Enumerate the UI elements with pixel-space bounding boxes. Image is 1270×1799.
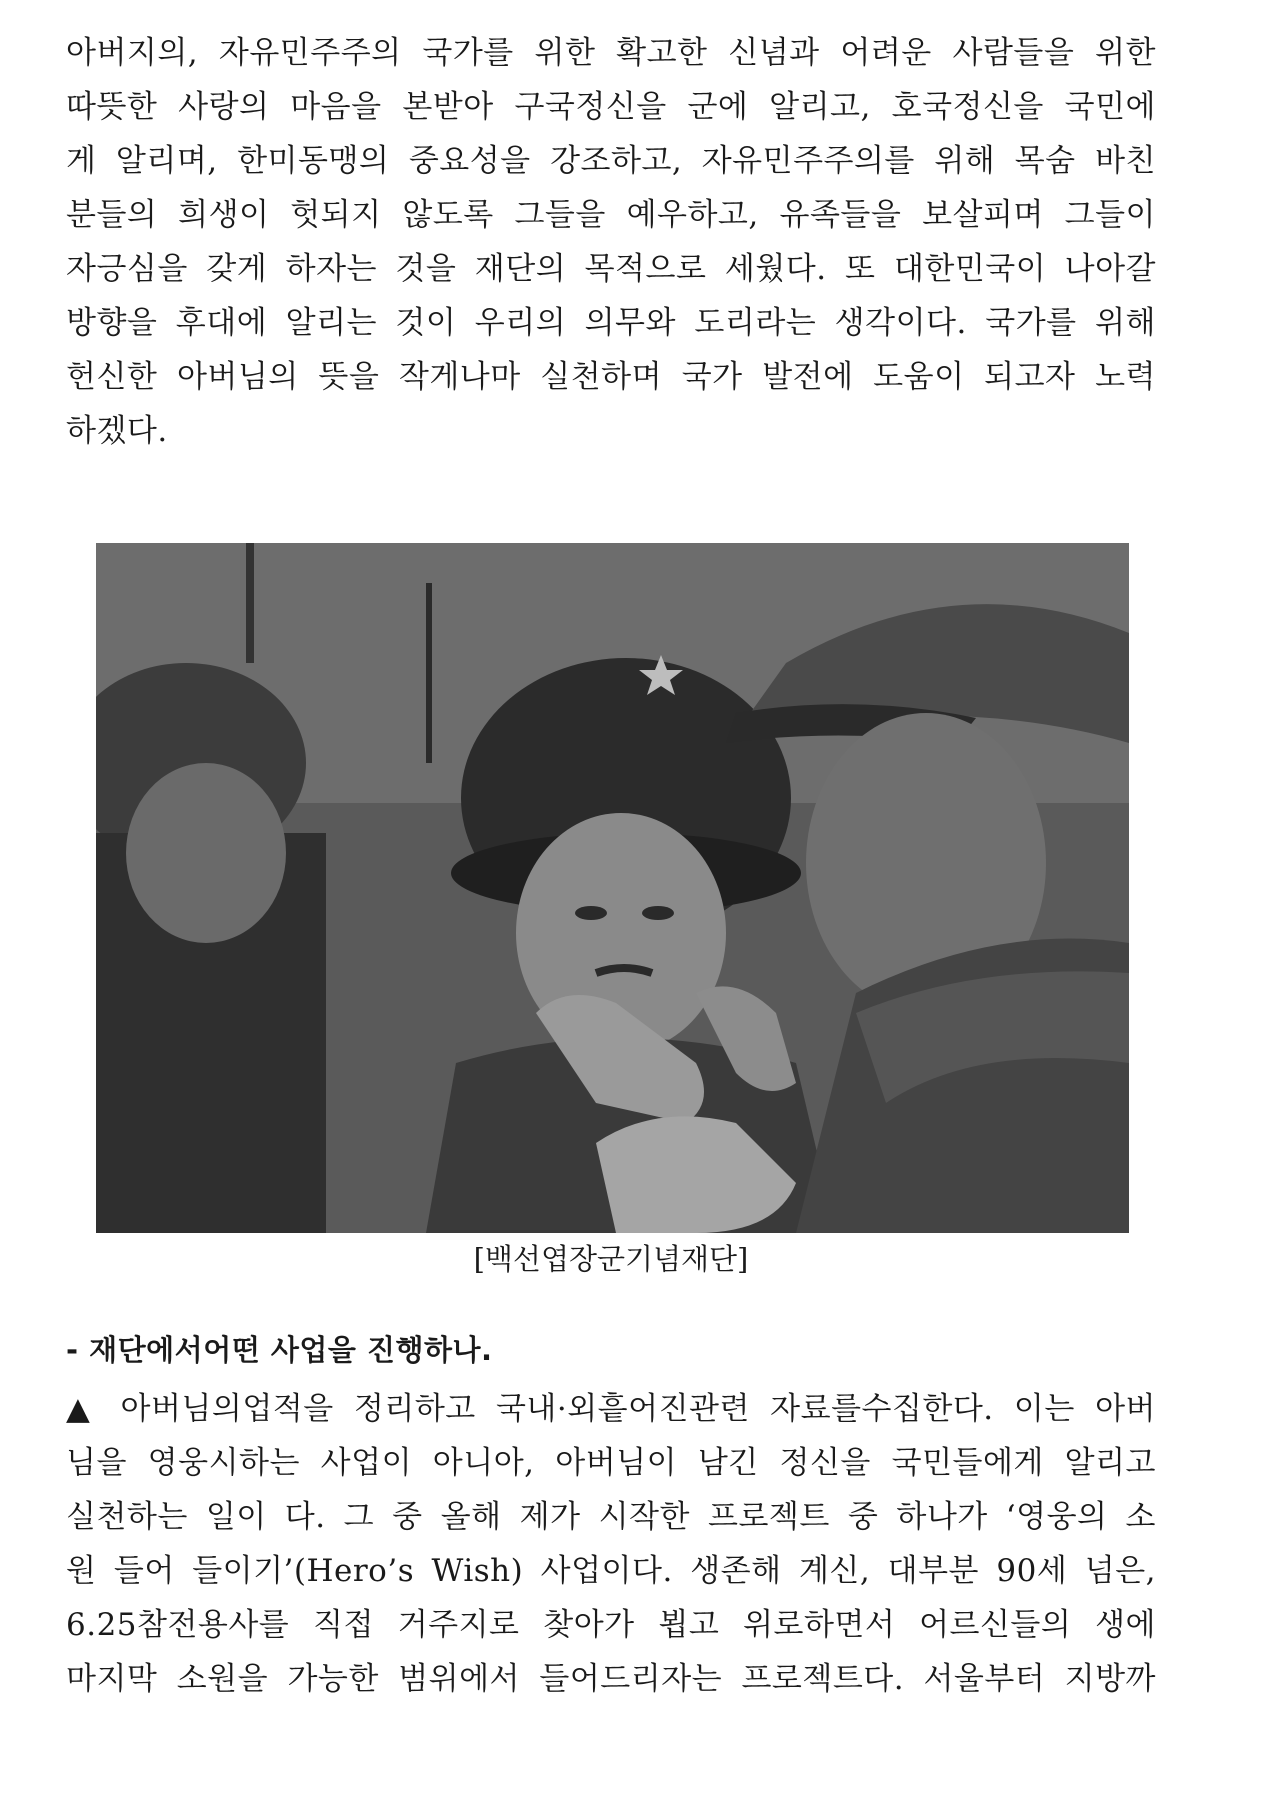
paragraph-line: 하겠다.: [66, 413, 168, 449]
soldiers-photo: [96, 543, 1129, 1233]
paragraph-line: 실천하는 일이 다. 그 중 올해 제가 시작한 프로젝트 중 하나가 ‘영웅의 소: [66, 1499, 1156, 1535]
photo-illustration: [96, 543, 1129, 1233]
photo-caption: [백선엽장군기념재단]: [473, 1242, 749, 1276]
paragraph-line: 님을 영웅시하는 사업이 아니아, 아버님이 남긴 정신을 국민들에게 알리고: [66, 1445, 1156, 1481]
paragraph-line: 분들의 희생이 헛되지 않도록 그들을 예우하고, 유족들을 보살피며 그들이: [66, 197, 1156, 233]
paragraph-line: ▲ 아버님의업적을 정리하고 국내·외흩어진관련 자료를수집한다. 이는 아버: [66, 1391, 1156, 1427]
paragraph-line: 따뜻한 사랑의 마음을 본받아 구국정신을 군에 알리고, 호국정신을 국민에: [66, 89, 1156, 125]
paragraph-line: 게 알리며, 한미동맹의 중요성을 강조하고, 자유민주주의를 위해 목숨 바친: [66, 143, 1156, 179]
paragraph-line: 헌신한 아버님의 뜻을 작게나마 실천하며 국가 발전에 도움이 되고자 노력: [66, 359, 1156, 395]
paragraph-line: 방향을 후대에 알리는 것이 우리의 의무와 도리라는 생각이다. 국가를 위해: [66, 305, 1156, 341]
paragraph-line: 6.25참전용사를 직접 거주지로 찾아가 뵙고 위로하면서 어르신들의 생에: [66, 1607, 1156, 1643]
paragraph-line: 자긍심을 갖게 하자는 것을 재단의 목적으로 세웠다. 또 대한민국이 나아갈: [66, 251, 1156, 287]
paragraph-line: 마지막 소원을 가능한 범위에서 들어드리자는 프로젝트다. 서울부터 지방까: [66, 1661, 1156, 1697]
interview-answer: [66, 1382, 1156, 1706]
paragraph-line: 원 들어 들이기’(Hero’s Wish) 사업이다. 생존해 계신, 대부분 90세 넘은,: [66, 1553, 1156, 1589]
interview-question: - 재단에서어떤 사업을 진행하나.: [66, 1333, 493, 1367]
paragraph-line: 아버지의, 자유민주주의 국가를 위한 확고한 신념과 어려운 사람들을 위한: [66, 35, 1156, 71]
intro-paragraph: [66, 26, 1156, 458]
